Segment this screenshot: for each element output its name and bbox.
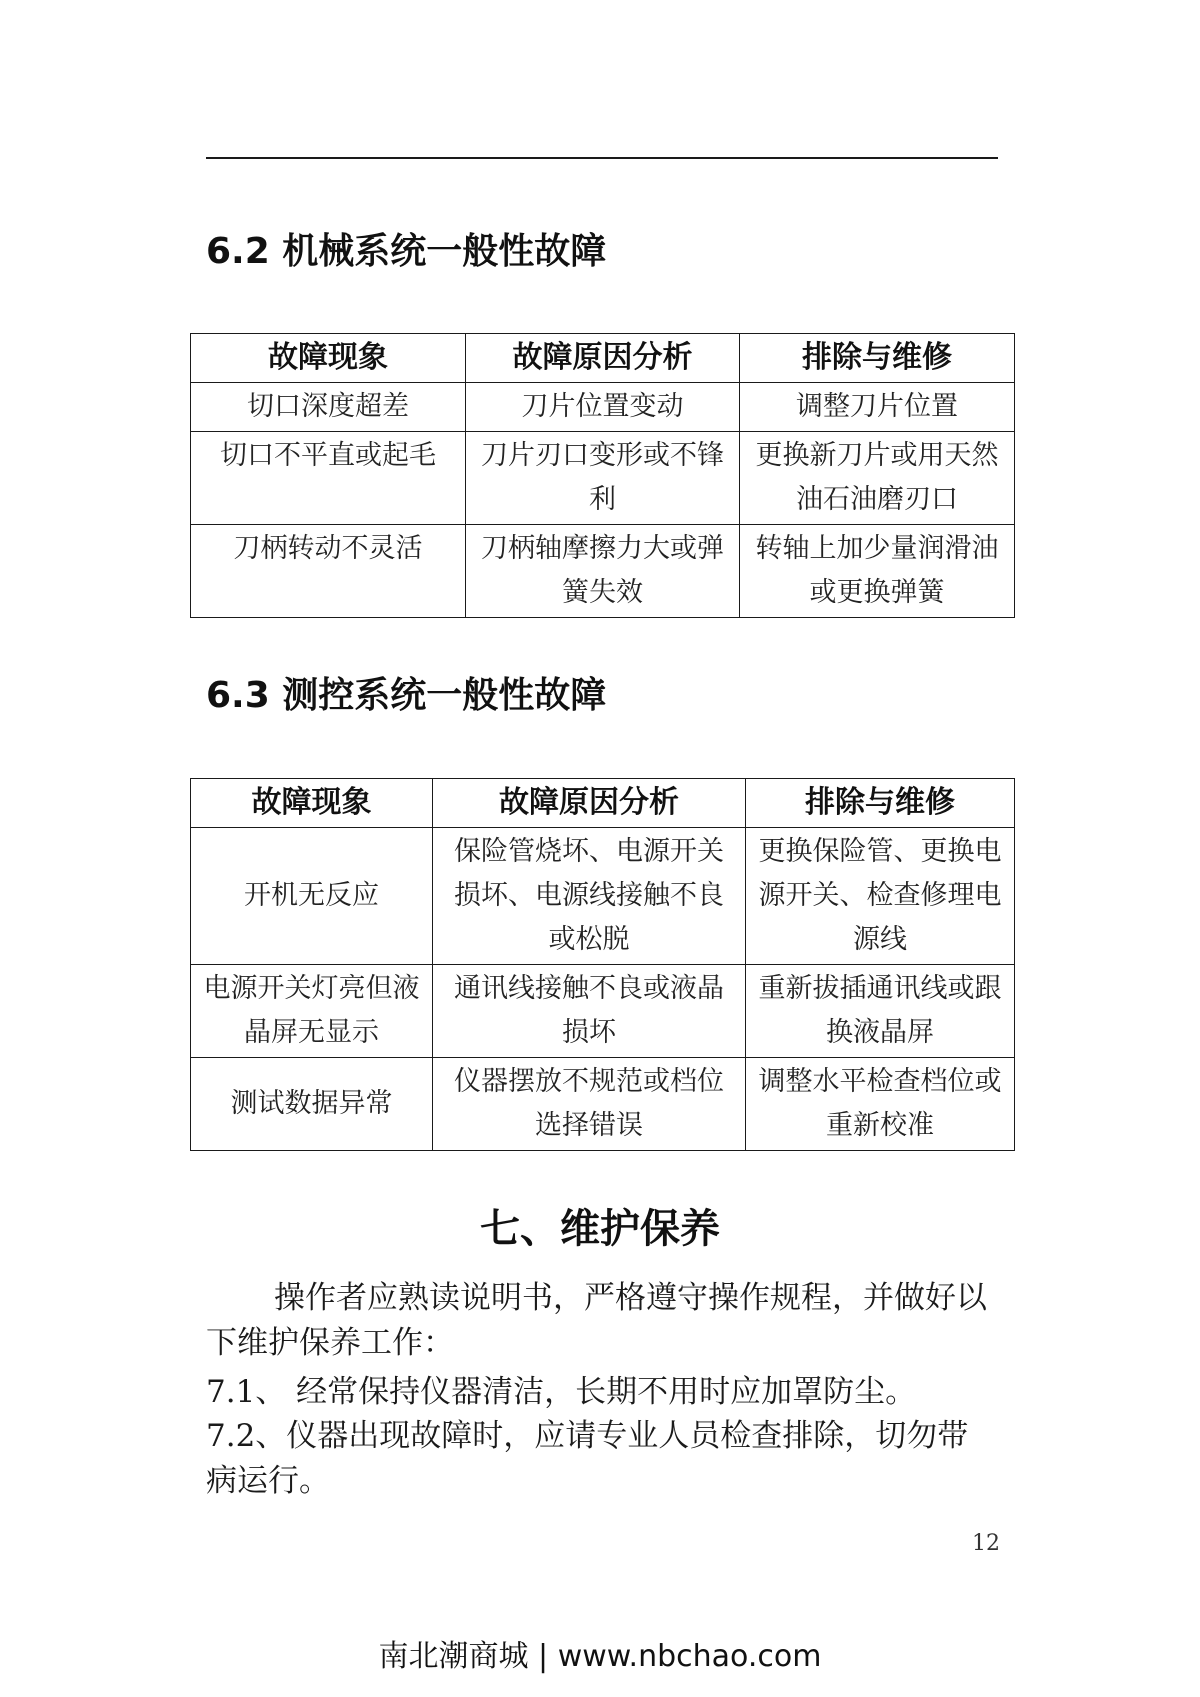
cell-cause: 保险管烧坏、电源开关损坏、电源线接触不良或松脱: [433, 828, 746, 965]
cell-symptom: 刀柄转动不灵活: [191, 525, 466, 618]
table-row: [191, 1058, 1015, 1151]
cell-symptom: 切口深度超差: [191, 383, 466, 432]
cell-remedy: 调整刀片位置: [740, 383, 1015, 432]
maintenance-intro: 操作者应熟读说明书，严格遵守操作规程，并做好以下维护保养工作：: [206, 1280, 987, 1361]
cell-remedy: 调整水平检查档位或重新校准: [746, 1058, 1015, 1151]
table-row: [191, 965, 1015, 1058]
table-row: [191, 828, 1015, 965]
cell-cause: 通讯线接触不良或液晶损坏: [433, 965, 746, 1058]
cell-cause: 刀片位置变动: [466, 383, 740, 432]
chapter-7-title: 七、维护保养: [480, 1206, 720, 1252]
mechanical-fault-table: [190, 333, 1015, 618]
cell-remedy: 转轴上加少量润滑油或更换弹簧: [740, 525, 1015, 618]
cell-remedy: 更换新刀片或用天然油石油磨刃口: [740, 432, 1015, 525]
column-header-symptom: 故障现象: [191, 779, 433, 828]
column-header-remedy: 排除与维修: [746, 779, 1015, 828]
column-header-cause: 故障原因分析: [466, 334, 740, 383]
cell-remedy: 重新拔插通讯线或跟换液晶屏: [746, 965, 1015, 1058]
table-row: [191, 383, 1015, 432]
cell-symptom: 切口不平直或起毛: [191, 432, 466, 525]
table-header-row: [191, 779, 1015, 828]
column-header-symptom: 故障现象: [191, 334, 466, 383]
cell-cause: 刀片刃口变形或不锋利: [466, 432, 740, 525]
cell-symptom: 测试数据异常: [191, 1058, 433, 1151]
maintenance-item-1: 7.1、 经常保持仪器清洁，长期不用时应加罩防尘。: [206, 1374, 917, 1410]
table-header-row: [191, 334, 1015, 383]
section-6-3-heading: 6.3 测控系统一般性故障: [206, 675, 607, 716]
cell-cause: 刀柄轴摩擦力大或弹簧失效: [466, 525, 740, 618]
cell-symptom: 电源开关灯亮但液晶屏无显示: [191, 965, 433, 1058]
column-header-cause: 故障原因分析: [433, 779, 746, 828]
maintenance-item-2: 7.2、仪器出现故障时，应请专业人员检查排除，切勿带病运行。: [206, 1418, 969, 1499]
section-6-2-heading: 6.2 机械系统一般性故障: [206, 231, 607, 272]
page-number: 12: [972, 1531, 1000, 1556]
cell-symptom: 开机无反应: [191, 828, 433, 965]
header-rule: [206, 157, 998, 159]
table-row: [191, 525, 1015, 618]
site-footer: 南北潮商城 | www.nbchao.com: [378, 1639, 822, 1674]
control-fault-table: [190, 778, 1015, 1151]
cell-cause: 仪器摆放不规范或档位选择错误: [433, 1058, 746, 1151]
column-header-remedy: 排除与维修: [740, 334, 1015, 383]
table-row: [191, 432, 1015, 525]
cell-remedy: 更换保险管、更换电源开关、检查修理电源线: [746, 828, 1015, 965]
